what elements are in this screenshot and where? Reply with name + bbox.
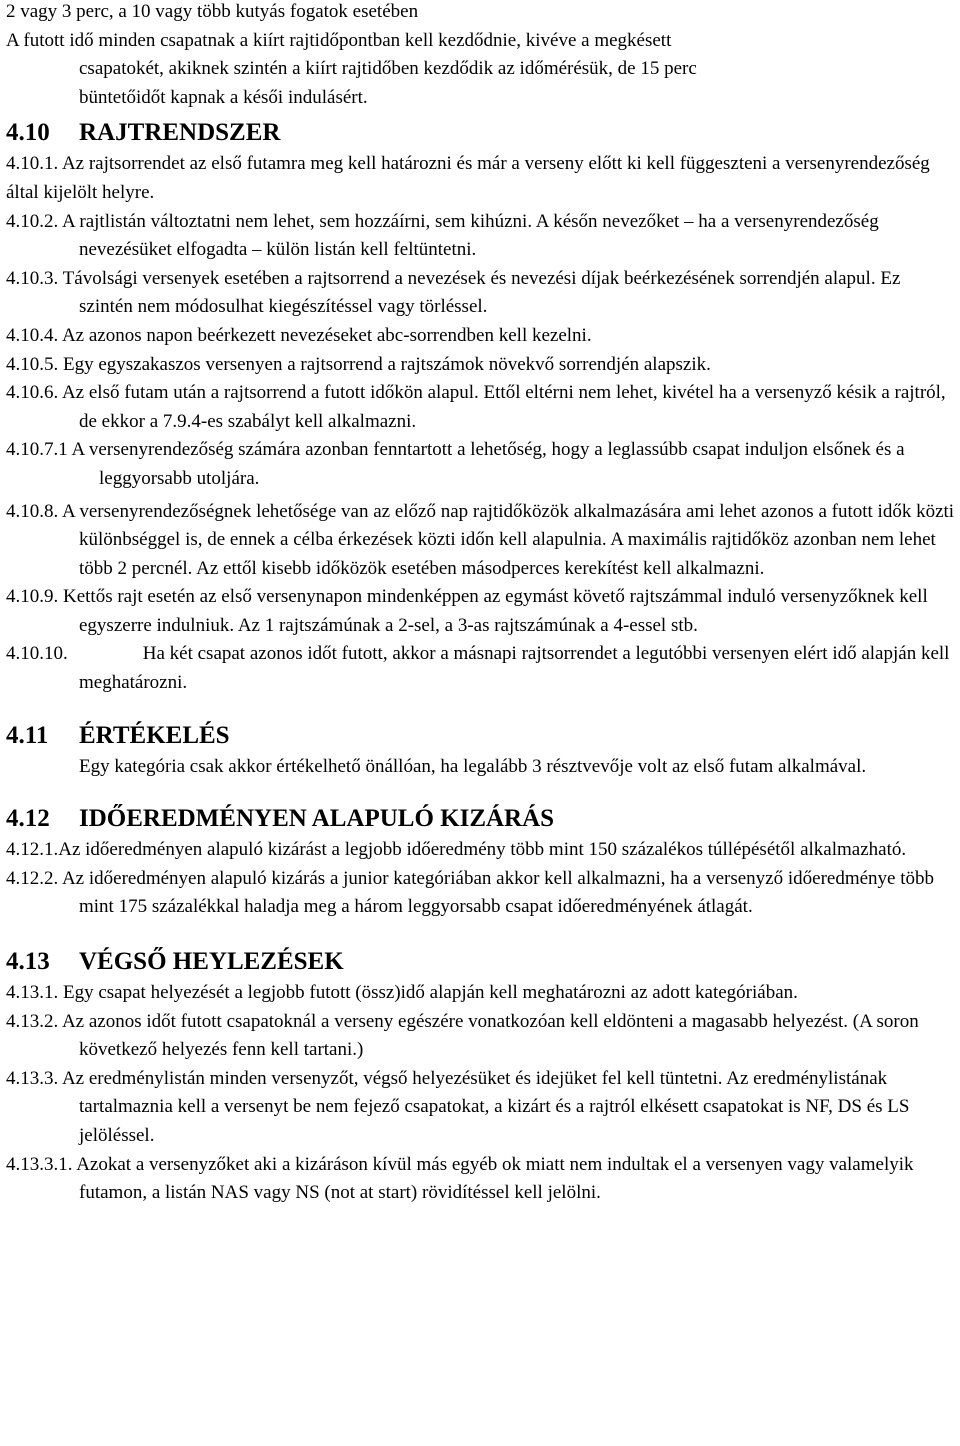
item-text: Az időeredményen alapuló kizárást a legjobb időeredmény több mint 150 százalékos túllépésétől alkalmazható. <box>58 839 907 861</box>
list-item <box>6 208 958 265</box>
item-number: 4.10.2. <box>6 210 62 232</box>
item-text: Az rajtsorrendet az első futamra meg kell határozni és már a verseny előtt ki kell függeszteni a versenyrendezőség által kijelölt helyre. <box>6 153 930 203</box>
item-text: Ha két csapat azonos időt futott, akkor a másnapi rajtsorrendet a legutóbbi versenyen elért idő alapján kell meghatározni. <box>79 643 950 694</box>
section-title: VÉGSŐ HEYLEZÉSEK <box>79 948 344 976</box>
item-text: Az első futam után a rajtsorrend a futott időkön alapul. Ettől eltérni nem lehet, kivétel ha a versenyző késik a rajtról, de ekkor a 7.9.4-es szabályt kell alkalmazni. <box>61 382 946 432</box>
list-item <box>6 979 958 1008</box>
intro-line-2: A futott idő minden csapatnak a kiírt rajtidőpontban kell kezdődnie, kivéve a megkésett <box>6 29 672 51</box>
item-number: 4.13.2. <box>6 1010 62 1032</box>
section-title: IDŐEREDMÉNYEN ALAPULÓ KIZÁRÁS <box>79 805 555 833</box>
intro-line-1: 2 vagy 3 perc, a 10 vagy több kutyás fogatok esetében <box>6 1 419 22</box>
section-heading-4-11 <box>6 719 958 753</box>
item-number: 4.13.1. <box>6 982 63 1004</box>
item-number: 4.13.3.1. <box>6 1153 77 1175</box>
list-item <box>6 265 958 322</box>
section-title: RAJTRENDSZER <box>79 119 281 147</box>
item-text: A versenyrendezőség számára azonban fenntartott a lehetőség, hogy a leglassúbb csapat induljon elsőnek és a leggyorsabb utoljára. <box>71 439 905 489</box>
item-text: Az azonos napon beérkezett nevezéseket abc-sorrendben kell kezelni. <box>61 324 592 346</box>
section-paragraph: Egy kategória csak akkor értékelhető önállóan, ha legalább 3 résztvevője volt az első futam alkalmával. <box>79 755 867 777</box>
intro-line-4: büntetőidőt kapnak a késői indulásért. <box>79 86 368 108</box>
item-number: 4.10.1. <box>6 153 62 175</box>
item-text: A versenyrendezőségnek lehetősége van az előző nap rajtidőközök alkalmazására ami lehet azonos a futott idők közti különbséggel is, de ennek a célba érkezések közti időn kell alapulnia. A maximális rajtidőköz azonban nem lehet több 2 percnél. Az ettől kisebb időközök esetében másodperces kerekítést kell alkalmazni. <box>61 500 955 579</box>
section-heading-4-10 <box>6 116 958 150</box>
item-number: 4.12.2. <box>6 867 62 889</box>
item-number: 4.10.9. <box>6 586 63 608</box>
item-number: 4.10.10. <box>6 643 68 665</box>
item-number: 4.10.4. <box>6 324 62 346</box>
item-number: 4.10.7.1 <box>6 439 72 461</box>
list-item <box>6 322 958 351</box>
list-item <box>6 498 958 584</box>
item-text: Egy csapat helyezését a legjobb futott (össz)idő alapján kell meghatározni az adott kategóriában. <box>63 982 798 1004</box>
list-item <box>6 640 958 697</box>
item-number: 4.13.3. <box>6 1067 62 1089</box>
item-text: Kettős rajt esetén az első versenynapon mindenképpen az egymást követő rajtszámmal induló versenyzőknek kell egyszerre indulniuk. Az 1 rajtszámúnak a 2-sel, a 3-as rajtszámúnak a 4-essel stb. <box>63 586 928 636</box>
section-number: 4.12 <box>6 805 50 833</box>
item-number: 4.10.3. <box>6 267 63 289</box>
list-item <box>6 1151 958 1208</box>
item-text: A rajtlistán változtatni nem lehet, sem hozzáírni, sem kihúzni. A későn nevezőket – ha a versenyrendezőség nevezésüket elfogadta – külön listán kell feltüntetni. <box>61 210 879 261</box>
item-text: Egy egyszakaszos versenyen a rajtsorrend a rajtszámok növekvő sorrendjén alapszik. <box>63 353 711 375</box>
item-text: Távolsági versenyek esetében a rajtsorrend a nevezések és nevezési díjak beérkezésének sorrendjén alapul. Ez szintén nem módosulhat kiegészítéssel vagy törléssel. <box>62 267 901 318</box>
section-title: ÉRTÉKELÉS <box>79 721 230 749</box>
list-item <box>6 583 958 640</box>
list-item <box>6 865 958 922</box>
item-number: 4.10.5. <box>6 353 63 375</box>
item-text: Az időeredményen alapuló kizárás a junior kategóriában akkor kell alkalmazni, ha a versenyző időeredménye több mint 175 százalékkal haladja meg a három leggyorsabb csapat időeredményének átlagát. <box>61 867 935 918</box>
item-number: 4.10.8. <box>6 500 62 522</box>
section-number: 4.10 <box>6 119 50 147</box>
item-text: Az eredménylistán minden versenyzőt, végső helyezésüket és idejüket fel kell tüntetni. Az eredménylistának tartalmaznia kell a versenyt be nem fejező csapatokat, a kizárt és a rajtról elkésett csapatokat is NF, DS és LS jelöléssel. <box>61 1067 910 1146</box>
list-item <box>6 150 958 207</box>
section-number: 4.13 <box>6 948 50 976</box>
document-page <box>6 0 958 1208</box>
item-number: 4.10.6. <box>6 382 62 404</box>
intro-line-3: csapatokét, akiknek szintén a kiírt rajtidőben kezdődik az időmérésük, de 15 perc <box>79 58 697 80</box>
section-heading-4-13 <box>6 945 958 979</box>
list-item <box>6 379 958 436</box>
list-item <box>6 836 958 865</box>
item-text: Az azonos időt futott csapatoknál a verseny egészére vonatkozóan kell eldönteni a magasabb helyezést. (A soron következő helyezés fenn kell tartani.) <box>61 1010 919 1061</box>
list-item <box>6 351 958 380</box>
list-item <box>6 1008 958 1065</box>
list-item <box>6 436 958 493</box>
item-number: 4.12.1. <box>6 839 59 861</box>
item-text: Azokat a versenyzőket aki a kizáráson kívül más egyéb ok miatt nem indultak el a versenyen vagy valamelyik futamon, a listán NAS vagy NS (not at start) rövidítéssel kell jelölni. <box>76 1153 914 1204</box>
list-item <box>6 1065 958 1151</box>
section-heading-4-12 <box>6 802 958 836</box>
section-number: 4.11 <box>6 721 49 749</box>
